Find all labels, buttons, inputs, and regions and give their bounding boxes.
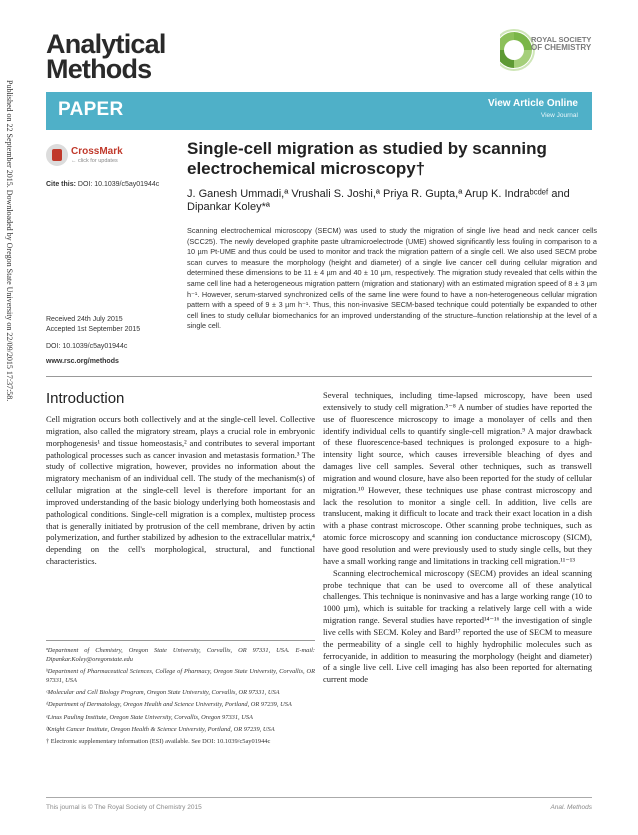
cite-this (46, 181, 159, 188)
journal-footer: Anal. Methods (550, 804, 592, 811)
doi-side: DOI: 10.1039/c5ay01944c (46, 343, 128, 350)
affiliation-footnotes (46, 646, 315, 749)
article-type-label: PAPER (58, 99, 124, 120)
footnote: ᶠKnight Cancer Institute, Oregon Health & Science University, Portland, OR 97239, USA (46, 725, 275, 733)
footnote-divider (46, 640, 315, 641)
journal-url-link[interactable]: www.rsc.org/methods (46, 358, 119, 365)
article-dates (46, 315, 140, 334)
crossmark-label[interactable]: CrossMark (71, 146, 123, 157)
paragraph: Scanning electrochemical microscopy (SECM) provides an ideal scanning probe technique that can be used to overcome all of these analytical challenges. This technique is noninvasive and has a large working range (10 to 1000 µm), which is suitable for tracking a relatively large cell with a wide migration range. Several studies have reported¹⁴⁻¹⁶ the investigation of single live cells with SECM. Koley and Bard¹⁷ reported the use of SECM to measure the permeability of a single cell to highly hydrophilic molecules such as ferrocyanide, in addition to measuring the morphology (height and diameter) of a single live cell. Live cell imaging has also been reported for alternating current mode (323, 567, 592, 685)
footnote: ᶜMolecular and Cell Biology Program, Oregon State University, Corvallis, OR 97331, USA (46, 689, 280, 697)
footnote: ªDepartment of Chemistry, Oregon State University, Corvallis, OR 97331, USA. E-mail: Dipankar.Koley@oregonstate.edu (46, 647, 315, 664)
journal-title-line1: Analytical (46, 29, 166, 59)
publisher-line2: OF CHEMISTRY (531, 43, 592, 52)
author-list: J. Ganesh Ummadi,ª Vrushali S. Joshi,ª Priya R. Gupta,ª Arup K. Indraᵇᶜᵈᵉᶠ and Dipankar Koley*ª (187, 188, 570, 213)
introduction-heading: Introduction (46, 390, 125, 407)
download-watermark (0, 80, 16, 680)
footnote: ᵉLinus Pauling Institute, Oregon State University, Corvallis, Oregon 97331, USA (46, 713, 253, 721)
article-title: Single-cell migration as studied by scanning electrochemical microscopy† (187, 139, 547, 178)
cite-doi: DOI: 10.1039/c5ay01944c (77, 181, 160, 188)
abstract: Scanning electrochemical microscopy (SECM) was used to study the migration of single live head and neck cancer cells (SCC25). The newly developed graphite paste ultramicroelectrode (UME) showed significantly less fouling in comparison to a 10 µm Pt-UME and thus could be used to monitor and track the migration pattern of a single cell. We also used SECM probe scan curves to measure the morphology (height and diameter) of a single live cancer cell during cellular migration and determined these dimensions to be 11 ± 4 µm and 40 ± 10 µm, respectively. The migration study revealed that cells within the same cell line had a heterogeneous migration pattern (migration and stationary) with an estimated migration speed of 8 ± 3 µm h⁻¹. However, serum-starved synchronized cells of the same line were found to have a non-heterogeneous cellular migration pattern with a speed of 9 ± 3 µm h⁻¹. Thus, this non-invasive SECM-based technique could potentially be expanded to other cell lines to study cellular biomechanics for an improved understanding of the structure–function relationship at the level of a single cell. (187, 226, 597, 331)
copyright-footer: This journal is © The Royal Society of Chemistry 2015 (46, 804, 202, 811)
download-watermark-text: Published on 22 September 2015. Downloaded by Oregon State University on 22/09/2015 17:37:58. (5, 80, 14, 402)
esi-footnote: † Electronic supplementary information (ESI) available. See DOI: 10.1039/c5ay01944c (46, 737, 271, 745)
paragraph: Cell migration occurs both collectively and at the single-cell level. Collective migration, also called the migratory stream, plays a crucial role in embryonic morphogenesis¹ and tissue homeostasis,² and contributes to several important pathological processes such as cancer invasion and metastasis formation.³ The study of collective migration, however, provides no information about the migratory mechanism of an individual cell. The study of the mechanism(s) of cellular migration at the single-cell level is therefore important for an improved understanding of the basic biology underlying both homeostasis and pathological conditions. Single-cell migration is a complex, multistep process that is generally initiated by protrusion of the cell membrane, driven by actin polymerization, and further stabilized by adhesion to the extracellular matrix,⁴ depending on the cell's morphological, structural, and functional characteristics. (46, 414, 315, 567)
publisher-line1: ROYAL SOCIETY (531, 35, 592, 44)
crossmark-icon[interactable] (46, 144, 68, 166)
footnote: ᵇDepartment of Pharmaceutical Sciences, College of Pharmacy, Oregon State University, Corvallis, OR 97331, USA (46, 668, 315, 685)
journal-title-line2: Methods (46, 54, 152, 84)
section-divider (46, 376, 592, 377)
cite-label: Cite this: (46, 181, 76, 188)
accepted-date: Accepted 1st September 2015 (46, 325, 141, 333)
publisher-name (531, 36, 591, 52)
journal-title (46, 29, 166, 84)
body-column-left (46, 414, 315, 568)
paragraph: Several techniques, including time-lapsed microscopy, have been used extensively to study cell migration.⁵⁻⁸ A number of studies have reported the use of fluorescence microscopy to image a monolayer of cells and then identify individual cells to quantify single-cell migration.⁹ A major drawback of these fluorescence-based techniques is prolonged exposure to a high-intensity light source, which causes irreversible bleaching of dyes and damages live cell samples. Several other techniques, such as transwell migration and wound closure, have also been reported for the study of cellular migration.¹⁰ However, these techniques use phase contrast microscopy and lack the resolution to monitor a single cell. In addition, live cells are translucent, making it difficult to locate and track their exact location in a dish with a phase contrast microscope. Other scanning probe techniques, such as atomic force microscopy and scanning ion conductance microscopy (SICM), have good resolution and were previously used to study single cells, but they have a small working range and limitations in tracking cell migration.¹¹⁻¹³ (323, 390, 592, 566)
body-column-right (323, 390, 592, 686)
footer-divider (46, 797, 592, 798)
footnote: ᵈDepartment of Dermatology, Oregon Health and Science University, Portland, OR 97239, USA (46, 701, 292, 709)
crossmark-sub: ← click for updates (71, 158, 118, 164)
view-journal-link[interactable]: View Journal (540, 112, 578, 119)
view-article-online-link[interactable]: View Article Online (487, 98, 578, 109)
received-date: Received 24th July 2015 (46, 316, 123, 323)
